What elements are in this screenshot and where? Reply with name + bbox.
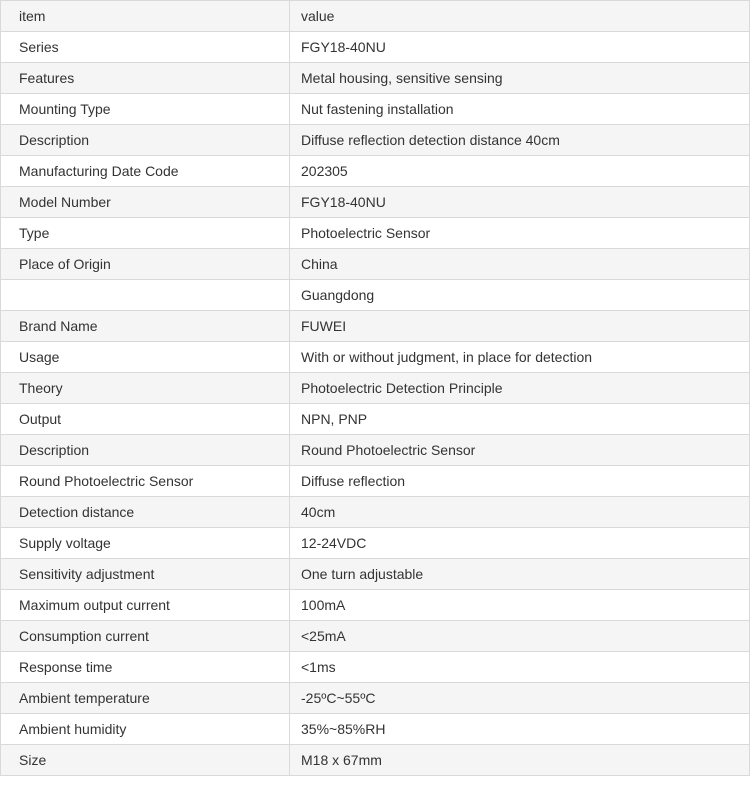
header-item-cell: item — [1, 1, 290, 32]
item-cell: Model Number — [1, 187, 290, 218]
item-cell: Description — [1, 435, 290, 466]
table-row — [1, 311, 750, 342]
value-cell: 40cm — [290, 497, 750, 528]
value-cell: <1ms — [290, 652, 750, 683]
value-cell: <25mA — [290, 621, 750, 652]
table-row — [1, 156, 750, 187]
value-cell: Round Photoelectric Sensor — [290, 435, 750, 466]
value-cell: Diffuse reflection detection distance 40cm — [290, 125, 750, 156]
table-row — [1, 435, 750, 466]
value-cell: NPN, PNP — [290, 404, 750, 435]
item-cell: Ambient temperature — [1, 683, 290, 714]
value-cell: -25ºC~55ºC — [290, 683, 750, 714]
table-row — [1, 32, 750, 63]
item-cell: Round Photoelectric Sensor — [1, 466, 290, 497]
table-row — [1, 94, 750, 125]
table-row — [1, 373, 750, 404]
item-cell: Mounting Type — [1, 94, 290, 125]
value-cell: 35%~85%RH — [290, 714, 750, 745]
value-cell: 12-24VDC — [290, 528, 750, 559]
item-cell: Detection distance — [1, 497, 290, 528]
item-cell: Place of Origin — [1, 249, 290, 280]
table-row — [1, 280, 750, 311]
item-cell: Supply voltage — [1, 528, 290, 559]
value-cell: Nut fastening installation — [290, 94, 750, 125]
header-value-cell: value — [290, 1, 750, 32]
table-row — [1, 621, 750, 652]
table-row — [1, 590, 750, 621]
table-row — [1, 218, 750, 249]
value-cell: Photoelectric Detection Principle — [290, 373, 750, 404]
value-cell: Metal housing, sensitive sensing — [290, 63, 750, 94]
item-cell: Sensitivity adjustment — [1, 559, 290, 590]
table-row — [1, 342, 750, 373]
table-row — [1, 466, 750, 497]
item-cell: Usage — [1, 342, 290, 373]
value-cell: Guangdong — [290, 280, 750, 311]
item-cell: Response time — [1, 652, 290, 683]
item-cell: Consumption current — [1, 621, 290, 652]
item-cell: Features — [1, 63, 290, 94]
table-row — [1, 249, 750, 280]
value-cell: With or without judgment, in place for detection — [290, 342, 750, 373]
item-cell: Ambient humidity — [1, 714, 290, 745]
table-row — [1, 559, 750, 590]
value-cell: Diffuse reflection — [290, 466, 750, 497]
value-cell: 100mA — [290, 590, 750, 621]
item-cell: Theory — [1, 373, 290, 404]
table-row — [1, 404, 750, 435]
value-cell: FGY18-40NU — [290, 187, 750, 218]
value-cell: 202305 — [290, 156, 750, 187]
value-cell: FUWEI — [290, 311, 750, 342]
item-cell: Manufacturing Date Code — [1, 156, 290, 187]
table-row — [1, 528, 750, 559]
table-header-row — [1, 1, 750, 32]
table-row — [1, 497, 750, 528]
item-cell: Series — [1, 32, 290, 63]
table-row — [1, 745, 750, 776]
item-cell — [1, 280, 290, 311]
item-cell: Type — [1, 218, 290, 249]
spec-table-body — [1, 1, 750, 776]
item-cell: Description — [1, 125, 290, 156]
table-row — [1, 714, 750, 745]
item-cell: Size — [1, 745, 290, 776]
table-row — [1, 63, 750, 94]
value-cell: One turn adjustable — [290, 559, 750, 590]
table-row — [1, 683, 750, 714]
item-cell: Output — [1, 404, 290, 435]
table-row — [1, 187, 750, 218]
table-row — [1, 125, 750, 156]
item-cell: Maximum output current — [1, 590, 290, 621]
value-cell: China — [290, 249, 750, 280]
table-row — [1, 652, 750, 683]
value-cell: FGY18-40NU — [290, 32, 750, 63]
item-cell: Brand Name — [1, 311, 290, 342]
value-cell: M18 x 67mm — [290, 745, 750, 776]
value-cell: Photoelectric Sensor — [290, 218, 750, 249]
